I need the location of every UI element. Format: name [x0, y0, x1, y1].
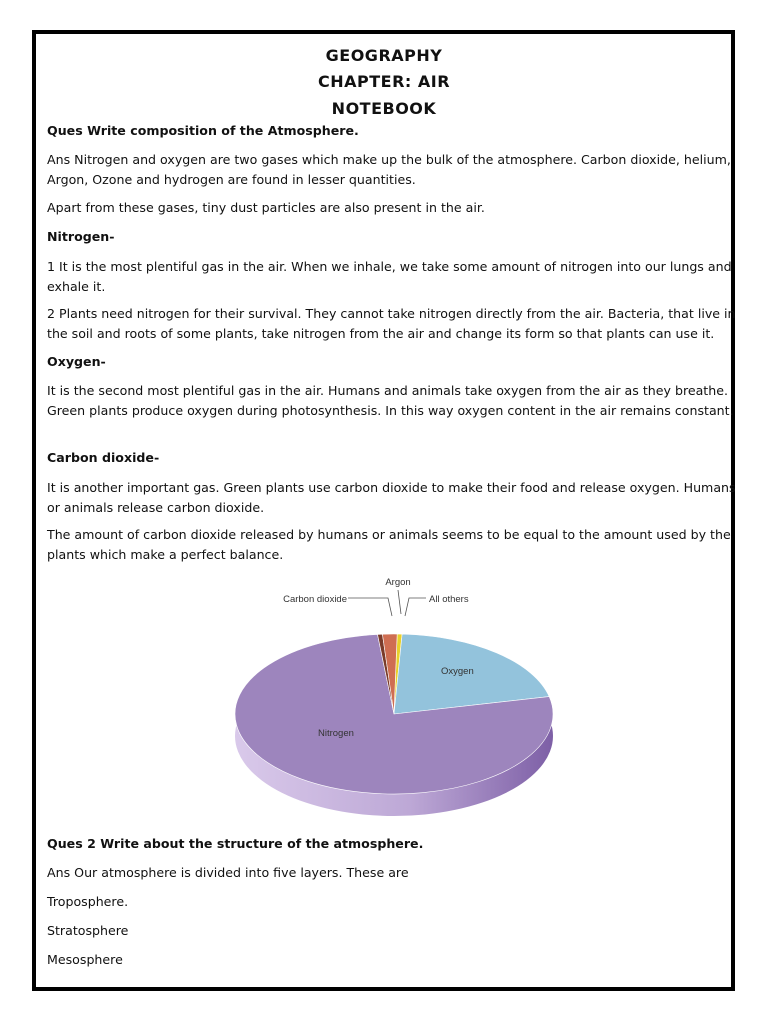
dust-paragraph: Apart from these gases, tiny dust particles are also present in the air. [47, 200, 485, 215]
layer-troposphere: Troposphere. [47, 894, 129, 909]
label-oxygen: Oxygen [441, 666, 474, 677]
subject-title: GEOGRAPHY [325, 46, 443, 65]
answer-1: Ans Nitrogen and oxygen are two gases which make up the bulk of the atmosphere. Carbon dioxide, helium, Argon, Ozone and hydrogen are found in lesser quantities. [47, 152, 731, 187]
carbon-dioxide-paragraph-2: The amount of carbon dioxide released by humans or animals seems to be equal to the amount used by the plants which make a perfect balance. [47, 527, 731, 562]
carbon-dioxide-heading: Carbon dioxide- [47, 450, 160, 465]
label-argon: Argon [385, 577, 411, 588]
carbon-dioxide-paragraph-1: It is another important gas. Green plants use carbon dioxide to make their food and release oxygen. Humans or animals release carbon dioxide. [47, 480, 736, 515]
question-2: Ques 2 Write about the structure of the atmosphere. [47, 836, 424, 851]
nitrogen-point-2: 2 Plants need nitrogen for their survival. They cannot take nitrogen directly from the air. Bacteria, that live in the soil and roots of some plants, take nitrogen from the air and change its form so that plants can use it. [47, 306, 736, 341]
layer-stratosphere: Stratosphere [47, 923, 129, 938]
nitrogen-point-1: 1 It is the most plentiful gas in the air. When we inhale, we take some amount of nitrogen into our lungs and exhale it. [47, 259, 732, 294]
leader-lines [348, 590, 426, 616]
answer-2: Ans Our atmosphere is divided into five layers. These are [47, 865, 409, 880]
oxygen-heading: Oxygen- [47, 354, 106, 369]
pie-slices [235, 634, 553, 794]
notebook-title: NOTEBOOK [331, 99, 437, 118]
atmosphere-pie-chart [218, 573, 568, 823]
label-carbon-dioxide: Carbon dioxide [283, 594, 347, 605]
nitrogen-heading: Nitrogen- [47, 229, 115, 244]
chapter-title: CHAPTER: AIR [317, 72, 451, 91]
layer-mesosphere: Mesosphere [47, 952, 123, 967]
label-nitrogen: Nitrogen [318, 728, 354, 739]
oxygen-paragraph: It is the second most plentiful gas in the air. Humans and animals take oxygen from the air as they breathe. Green plants produce oxygen during photosynthesis. In this way oxygen content in the air remains constant. [47, 383, 734, 418]
label-all-others: All others [429, 594, 469, 605]
question-1: Ques Write composition of the Atmosphere. [47, 123, 359, 138]
